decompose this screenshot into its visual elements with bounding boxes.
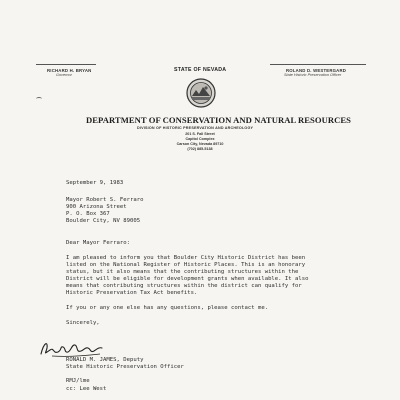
state-seal-icon <box>186 78 216 108</box>
address-line-2: Capitol Complex <box>185 137 215 141</box>
state-name: STATE OF NEVADA <box>174 67 227 73</box>
governor-title: Governor <box>56 73 72 77</box>
stray-mark <box>36 97 42 101</box>
officer-title: State Historic Preservation Officer <box>284 73 342 77</box>
paragraph-1-line-3: status, but it also means that the contributing structures within the <box>66 269 299 275</box>
recipient-line-2: 900 Arizona Street <box>66 204 127 210</box>
paragraph-1-line-6: Historic Preservation Tax Act benefits. <box>66 290 198 296</box>
paragraph-1-line-5: means that contributing structures within the district can qualify for <box>66 283 302 289</box>
address-line-4: (702) 885-5138 <box>187 147 213 151</box>
department-name: DEPARTMENT OF CONSERVATION AND NATURAL RESOURCES <box>86 115 351 125</box>
paragraph-1-line-1: I am pleased to inform you that Boulder City Historic District has been <box>66 255 306 261</box>
recipient-line-1: Mayor Robert S. Ferraro <box>66 197 144 203</box>
recipient-line-3: P. O. Box 367 <box>66 211 110 217</box>
recipient-line-4: Boulder City, NV 89005 <box>66 218 141 224</box>
signer-title: State Historic Preservation Officer <box>66 364 184 370</box>
reference-initials: RMJ/lme <box>66 378 90 384</box>
paragraph-1-line-4: District will be eligible for development grants when available. It also <box>66 276 309 282</box>
address-line-3: Carson City, Nevada 89710 <box>176 142 224 146</box>
salutation: Dear Mayor Ferraro: <box>66 240 130 246</box>
letter-date: September 9, 1983 <box>66 180 124 186</box>
division-name: DIVISION OF HISTORIC PRESERVATION AND ARCHEOLOGY <box>137 126 254 130</box>
paragraph-2: If you or any one else has any questions, please contact me. <box>66 305 269 311</box>
header-rule-right <box>270 64 366 65</box>
governor-name: RICHARD H. BRYAN <box>47 68 92 73</box>
paragraph-1-line-2: listed on the National Register of Historic Places. This is an honorary <box>66 262 306 268</box>
header-rule-left <box>36 64 96 65</box>
carbon-copy: cc: Lee West <box>66 386 107 392</box>
signer-name: RONALD M. JAMES, Deputy <box>66 357 144 363</box>
closing: Sincerely, <box>66 320 100 326</box>
officer-name: ROLAND D. WESTERGARD <box>286 68 347 73</box>
address-line-1: 201 S. Fall Street <box>185 132 215 136</box>
